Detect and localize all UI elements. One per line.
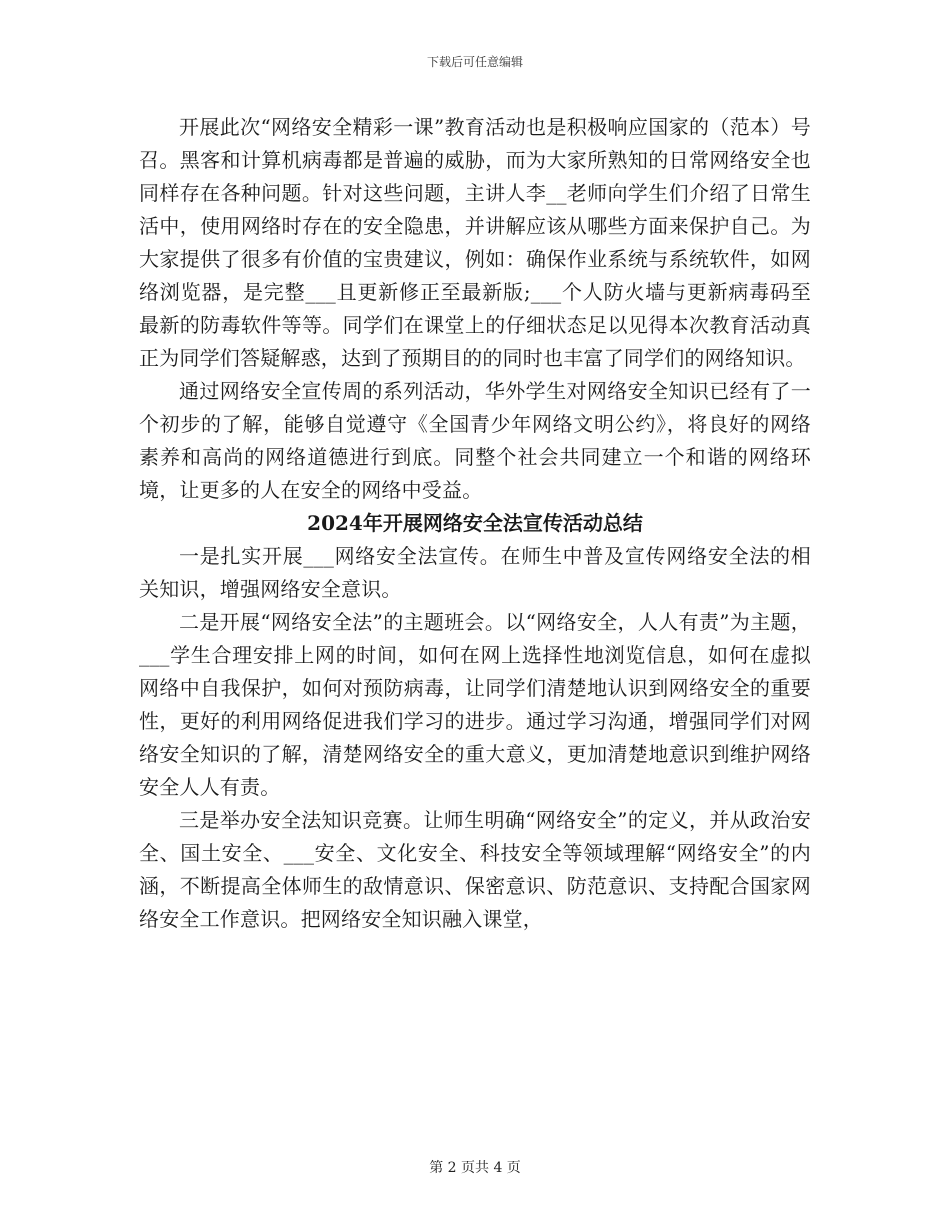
paragraph-law-publicity: 一是扎实开展___网络安全法宣传。在师生中普及宣传网络安全法的相关知识，增强网络安全意识。 [139,544,811,601]
section-heading: 2024年开展网络安全法宣传活动总结 [307,511,643,535]
page-number: 第 2 页共 4 页 [429,1160,521,1176]
paragraph-security-week: 通过网络安全宣传周的系列活动，华外学生对网络安全知识已经有了一个初步的了解，能够自觉遵守《全国青少年网络文明公约》，将良好的网络素养和高尚的网络道德进行到底。同整个社会共同建立一个和谐的网络环境，让更多的人在安全的网络中受益。 [139,379,811,502]
paragraph-knowledge-contest: 三是举办安全法知识竞赛。让师生明确“网络安全”的定义，并从政治安全、国土安全、___安全、文化安全、科技安全等领域理解“网络安全”的内涵，不断提高全体师生的敌情意识、保密意识、防范意识、支持配合国家网络安全工作意识。把网络安全知识融入课堂， [139,808,811,931]
paragraph-education-activity: 开展此次“网络安全精彩一课”教育活动也是积极响应国家的（范本）号召。黑客和计算机病毒都是普遍的威胁，而为大家所熟知的日常网络安全也同样存在各种问题。针对这些问题，主讲人李__老师向学生们介绍了日常生活中，使用网络时存在的安全隐患，并讲解应该从哪些方面来保护自己。为大家提供了很多有价值的宝贵建议，例如：确保作业系统与系统软件，如网络浏览器，是完整___且更新修正至最新版;___个人防火墙与更新病毒码至最新的防毒软件等等。同学们在课堂上的仔细状态足以见得本次教育活动真正为同学们答疑解惑，达到了预期目的的同时也丰富了同学们的网络知识。 [139,115,811,370]
paragraph-theme-meeting: 二是开展“网络安全法”的主题班会。以“网络安全，人人有责”为主题，___学生合理安排上网的时间，如何在网上选择性地浏览信息，如何在虚拟网络中自我保护，如何对预防病毒，让同学们清楚地认识到网络安全的重要性，更好的利用网络促进我们学习的进步。通过学习沟通，增强同学们对网络安全知识的了解，清楚网络安全的重大意义，更加清楚地意识到维护网络安全人人有责。 [139,610,811,799]
document-body [139,111,811,936]
page-header: 下载后可任意编辑 [426,55,523,69]
